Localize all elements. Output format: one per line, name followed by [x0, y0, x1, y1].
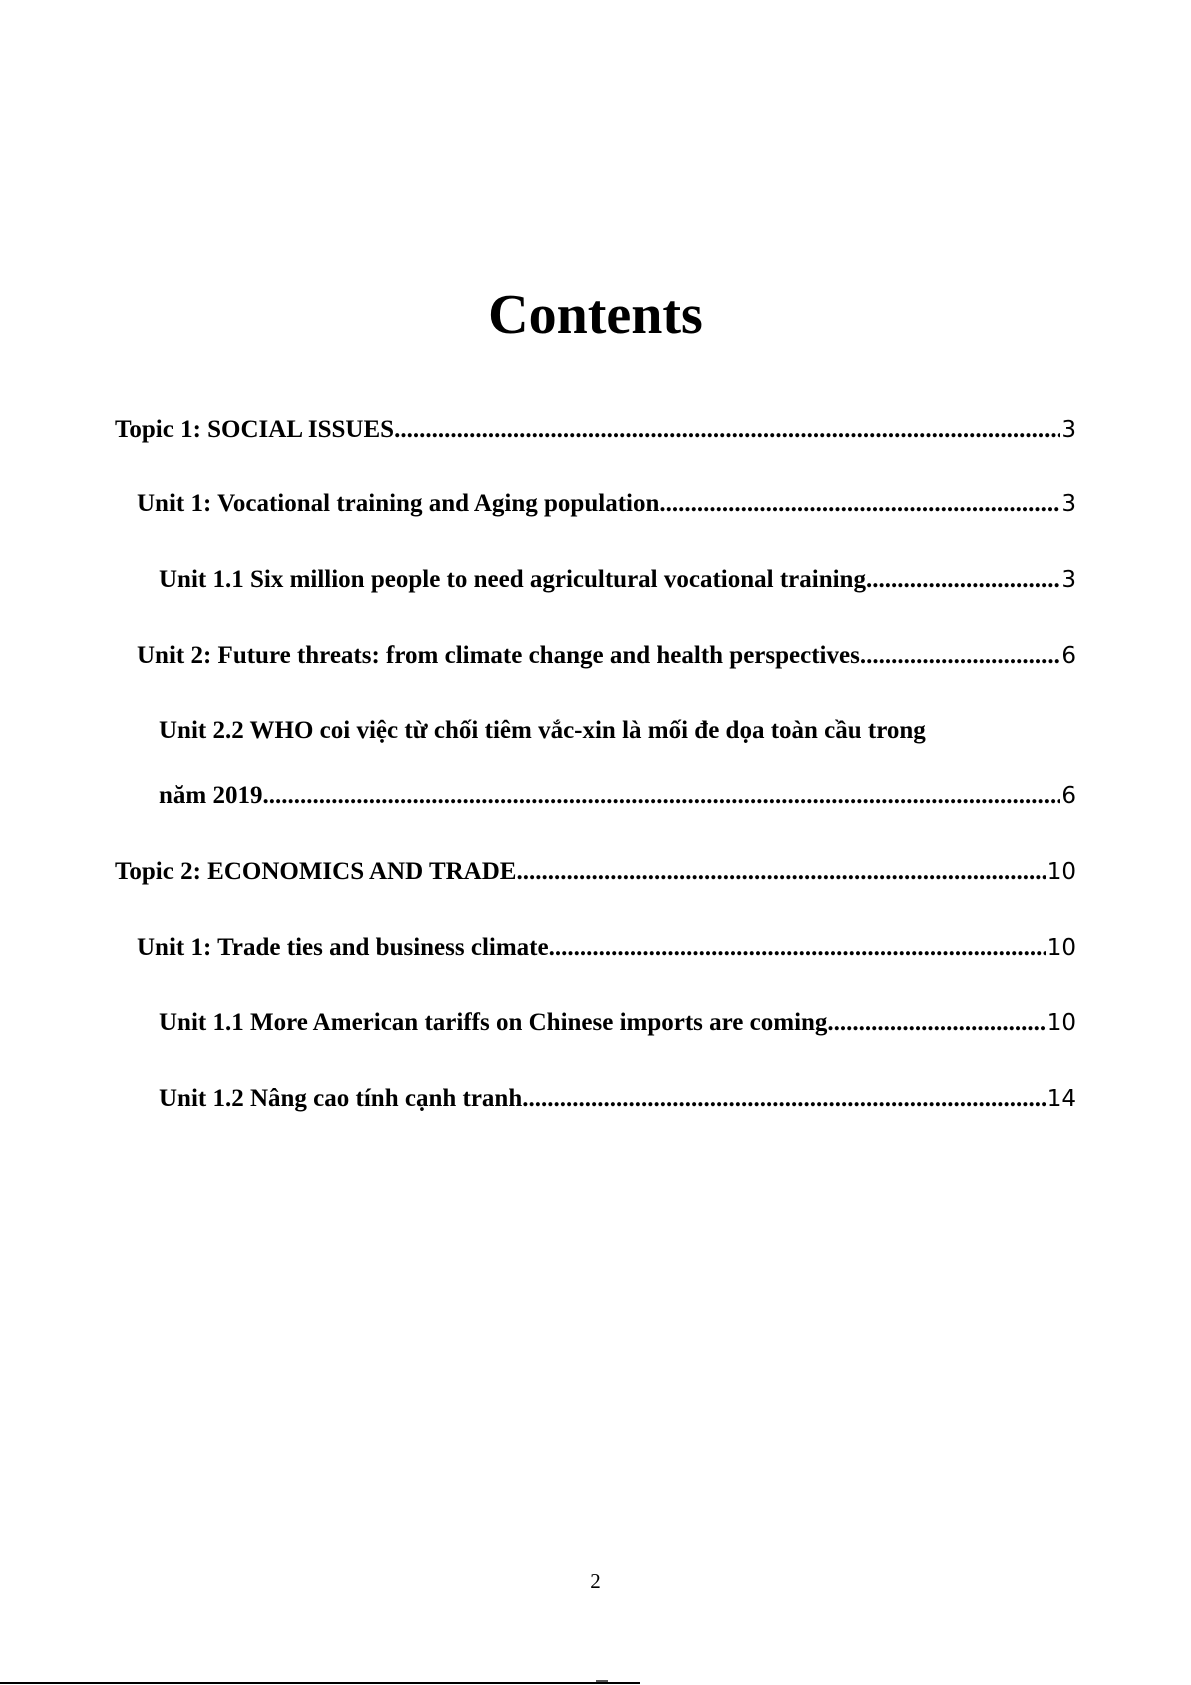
page-number: 2 — [590, 1569, 601, 1593]
toc-leader-dots — [860, 639, 1061, 673]
toc-entry-label: Topic 1: SOCIAL ISSUES — [115, 416, 395, 443]
toc-entry-label: Unit 1.1 More American tariffs on Chinese imports are coming — [159, 1009, 828, 1036]
toc-leader-dots — [516, 855, 1045, 889]
toc-entry-page: 14 — [1046, 1086, 1076, 1112]
toc-leader-dots — [866, 563, 1060, 597]
toc-entry-label: năm 2019 — [159, 782, 263, 809]
toc-entry-topic-1-unit-1-1[interactable] — [159, 563, 1076, 597]
toc-leader-dots — [549, 931, 1046, 965]
toc-leader-dots — [522, 1082, 1045, 1116]
toc-entry-label: Unit 1: Trade ties and business climate — [137, 934, 549, 961]
footer-divider-mark — [596, 1680, 608, 1682]
toc-entry-topic-2[interactable] — [115, 855, 1076, 889]
toc-entry-topic-2-unit-1-1[interactable] — [159, 1006, 1076, 1040]
toc-entry-topic-1[interactable] — [115, 413, 1076, 447]
toc-entry-label: Unit 2: Future threats: from climate change and health perspectives — [137, 642, 860, 669]
toc-entry-label: Unit 1.1 Six million people to need agricultural vocational training — [159, 566, 866, 593]
toc-leader-dots — [262, 779, 1060, 813]
toc-entry-label: Unit 1: Vocational training and Aging population — [137, 490, 660, 517]
toc-entry-topic-1-unit-2-2-line-1[interactable]: Unit 2.2 WHO coi việc từ chối tiêm vắc-xin là mối đe dọa toàn cầu trong — [159, 717, 926, 744]
toc-entry-page: 3 — [1061, 567, 1076, 593]
toc-entry-topic-1-unit-2-2[interactable] — [159, 779, 1076, 813]
toc-entry-page: 6 — [1061, 643, 1076, 669]
toc-entry-topic-2-unit-1-2[interactable] — [159, 1082, 1076, 1116]
page-title: Contents — [488, 284, 703, 346]
toc-entry-topic-1-unit-2[interactable] — [137, 639, 1076, 673]
toc-entry-page: 10 — [1046, 859, 1076, 885]
toc-entry-page: 6 — [1061, 783, 1076, 809]
toc-leader-dots — [394, 413, 1060, 447]
toc-entry-topic-2-unit-1[interactable] — [137, 931, 1076, 965]
toc-entry-page: 3 — [1061, 491, 1076, 517]
toc-entry-page: 3 — [1061, 417, 1076, 443]
toc-entry-label: Unit 1.2 Nâng cao tính cạnh tranh — [159, 1085, 523, 1112]
toc-entry-topic-1-unit-1[interactable] — [137, 487, 1076, 521]
toc-entry-label: Topic 2: ECONOMICS AND TRADE — [115, 858, 517, 885]
toc-entry-page: 10 — [1046, 1010, 1076, 1036]
toc-entry-page: 10 — [1046, 935, 1076, 961]
toc-leader-dots — [827, 1006, 1045, 1040]
toc-leader-dots — [659, 487, 1060, 521]
footer-divider — [0, 1682, 640, 1684]
